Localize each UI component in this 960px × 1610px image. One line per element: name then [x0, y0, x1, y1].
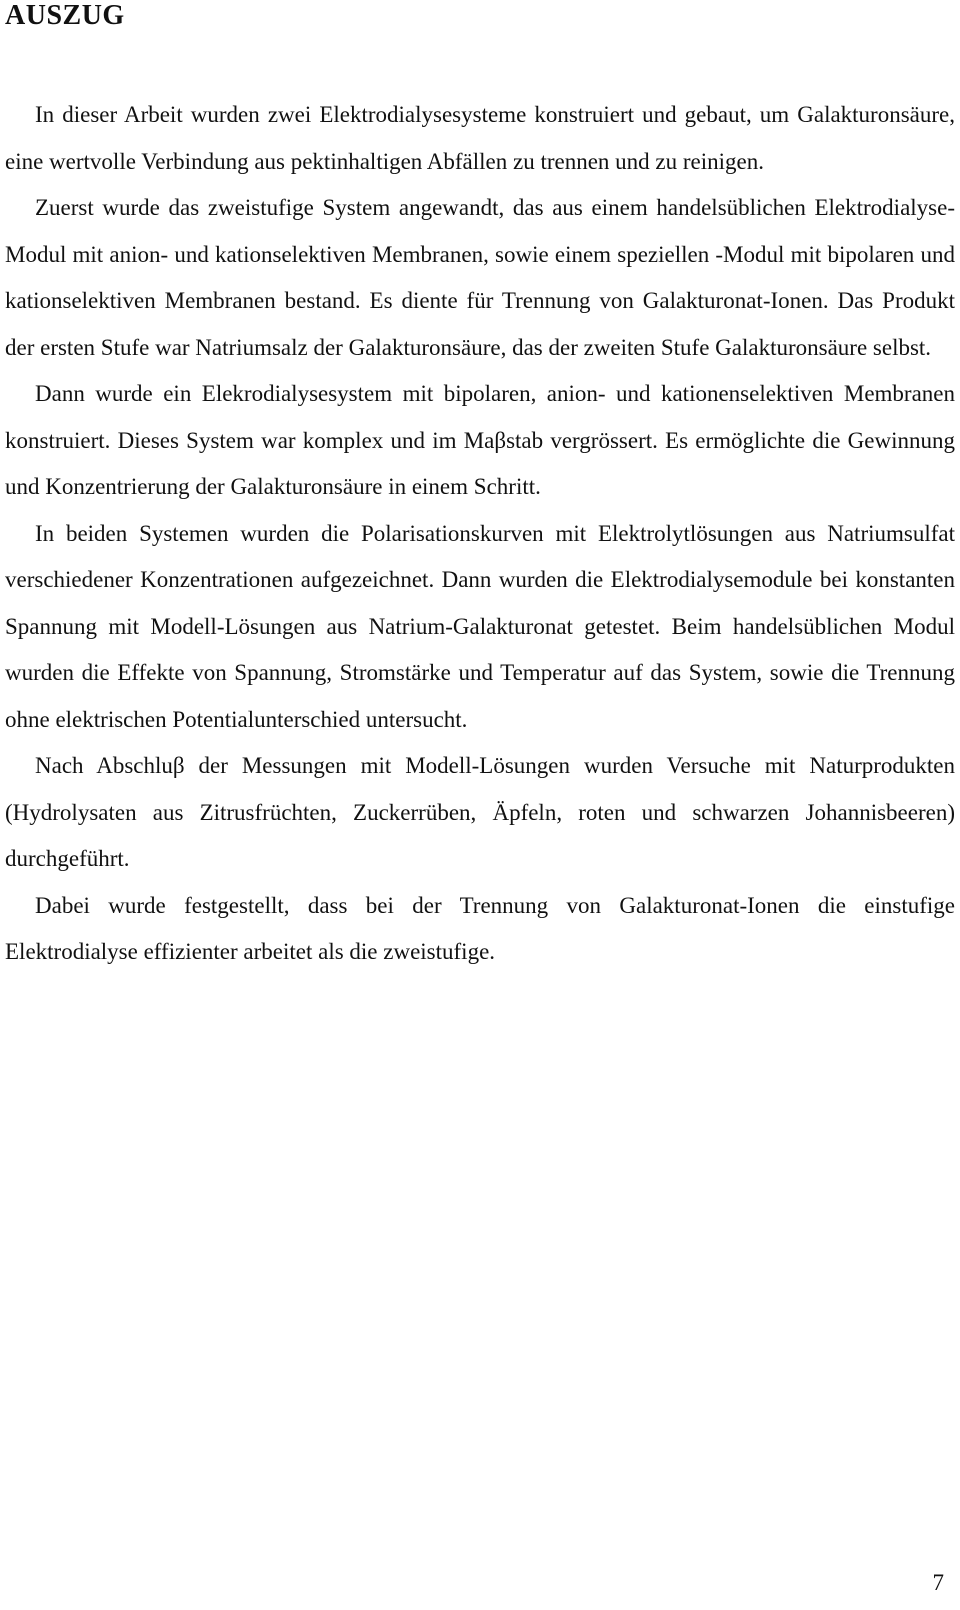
paragraph-5: Nach Abschluβ der Messungen mit Modell-Lösungen wurden Versuche mit Naturprodukten (Hydrolysaten aus Zitrusfrüchten, Zuckerrüben, Äpfeln, roten und schwarzen Johannisbeeren) durchgeführt. [5, 753, 955, 871]
paragraph-2: Zuerst wurde das zweistufige System angewandt, das aus einem handelsüblichen Elektrodialyse-Modul mit anion- und kationselektiven Membranen, sowie einem speziellen -Modul mit bipolaren und kationselektiven Membranen bestand. Es diente für Trennung von Galakturonat-Ionen. Das Produkt der ersten Stufe war Natriumsalz der Galakturonsäure, das der zweiten Stufe Galakturonsäure selbst. [5, 195, 955, 360]
paragraph-1: In dieser Arbeit wurden zwei Elektrodialysesysteme konstruiert und gebaut, um Galakturonsäure, eine wertvolle Verbindung aus pektinhaltigen Abfällen zu trennen und zu reinigen. [5, 102, 955, 174]
paragraph-3: Dann wurde ein Elekrodialysesystem mit bipolaren, anion- und kationenselektiven Membranen konstruiert. Dieses System war komplex und im Maβstab vergrössert. Es ermöglichte die Gewinnung und Konzentrierung der Galakturonsäure in einem Schritt. [5, 381, 955, 499]
paragraph-4: In beiden Systemen wurden die Polarisationskurven mit Elektrolytlösungen aus Natriumsulfat verschiedener Konzentrationen aufgezeichnet. Dann wurden die Elektrodialysemodule bei konstanten Spannung mit Modell-Lösungen aus Natrium-Galakturonat getestet. Beim handelsüblichen Modul wurden die Effekte von Spannung, Stromstärke und Temperatur auf das System, sowie die Trennung ohne elektrischen Potentialunterschied untersucht. [5, 520, 955, 732]
section-heading: AUSZUG [5, 0, 125, 31]
paragraph-6: Dabei wurde festgestellt, dass bei der Trennung von Galakturonat-Ionen die einstufige Elektrodialyse effizienter arbeitet als die zweistufige. [5, 892, 955, 964]
abstract-body [5, 92, 955, 976]
page-number: 7 [932, 1570, 944, 1595]
